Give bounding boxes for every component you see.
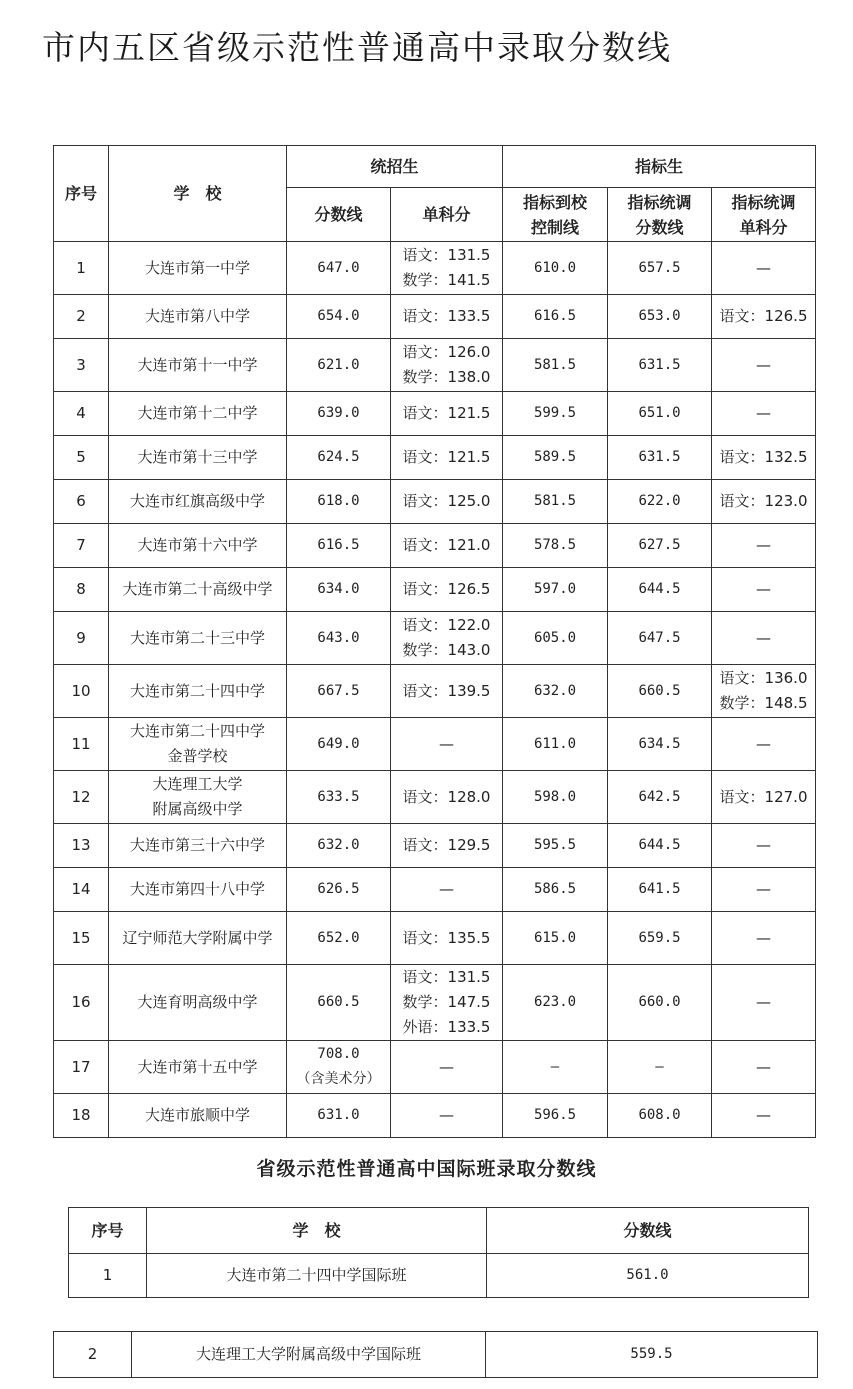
row-single-subject: 语文：126.0 数学：138.0: [391, 339, 503, 392]
main-score-table: [53, 145, 816, 1138]
row-score: 621.0: [287, 339, 391, 392]
row-quota-score: 657.5: [608, 242, 712, 295]
row-quota-score: 659.5: [608, 912, 712, 965]
row-score: 633.5: [287, 771, 391, 824]
row-quota-score: 608.0: [608, 1094, 712, 1138]
row-quota-score: 660.0: [608, 965, 712, 1041]
row-index: 10: [54, 665, 109, 718]
row-quota-single: —: [712, 1041, 816, 1094]
row-school: 大连市第二十三中学: [109, 612, 287, 665]
row-index: 17: [54, 1041, 109, 1094]
intl-header-school: 学 校: [147, 1208, 487, 1254]
row-single-subject: 语文：121.0: [391, 524, 503, 568]
row-quota-score: 641.5: [608, 868, 712, 912]
intl-header-score: 分数线: [487, 1208, 809, 1254]
row-quota-control: 616.5: [503, 295, 608, 339]
row-index: 6: [54, 480, 109, 524]
intl-row-score: 561.0: [487, 1254, 809, 1298]
row-quota-single: —: [712, 912, 816, 965]
table-row: [54, 392, 816, 436]
row-index: 8: [54, 568, 109, 612]
row-single-subject: 语文：131.5 数学：147.5 外语：133.5: [391, 965, 503, 1041]
row-quota-control: 581.5: [503, 480, 608, 524]
row-index: 4: [54, 392, 109, 436]
row-score: 654.0: [287, 295, 391, 339]
row-quota-control: 586.5: [503, 868, 608, 912]
row-score: 708.0 （含美术分）: [287, 1041, 391, 1094]
row-index: 18: [54, 1094, 109, 1138]
row-quota-score: 622.0: [608, 480, 712, 524]
row-quota-control: 611.0: [503, 718, 608, 771]
row-quota-score: 647.5: [608, 612, 712, 665]
row-index: 13: [54, 824, 109, 868]
table-row: [54, 568, 816, 612]
row-score: 626.5: [287, 868, 391, 912]
row-index: 9: [54, 612, 109, 665]
row-quota-control: 578.5: [503, 524, 608, 568]
table-row: [54, 868, 816, 912]
header-quota-single: 指标统调 单科分: [712, 188, 816, 242]
row-quota-single: 语文：123.0: [712, 480, 816, 524]
row-score: 639.0: [287, 392, 391, 436]
table-row: [54, 665, 816, 718]
row-quota-single: —: [712, 1094, 816, 1138]
row-index: 16: [54, 965, 109, 1041]
row-single-subject: 语文：121.5: [391, 436, 503, 480]
intl-score-table-continued: [53, 1331, 818, 1378]
row-quota-control: 623.0: [503, 965, 608, 1041]
intl-score-table: [68, 1207, 809, 1298]
row-index: 15: [54, 912, 109, 965]
row-school: 大连市第二十高级中学: [109, 568, 287, 612]
row-single-subject: 语文：131.5 数学：141.5: [391, 242, 503, 295]
table-row: [54, 524, 816, 568]
row-school: 大连市第十一中学: [109, 339, 287, 392]
table-row: [54, 1041, 816, 1094]
row-index: 1: [54, 242, 109, 295]
table-row: [54, 295, 816, 339]
row-quota-single: —: [712, 868, 816, 912]
row-single-subject: —: [391, 868, 503, 912]
row-quota-control: 581.5: [503, 339, 608, 392]
table-row: [54, 771, 816, 824]
header-score-line: 分数线: [287, 188, 391, 242]
table-row: [54, 339, 816, 392]
row-quota-control: 615.0: [503, 912, 608, 965]
table-row: [54, 1332, 818, 1378]
row-school: 大连市第二十四中学 金普学校: [109, 718, 287, 771]
intl-row-index: 1: [69, 1254, 147, 1298]
row-single-subject: 语文：139.5: [391, 665, 503, 718]
row-quota-control: 589.5: [503, 436, 608, 480]
row-school: 大连市第二十四中学: [109, 665, 287, 718]
row-score: 634.0: [287, 568, 391, 612]
row-quota-single: 语文：136.0 数学：148.5: [712, 665, 816, 718]
row-school: 大连市第三十六中学: [109, 824, 287, 868]
row-quota-control: 595.5: [503, 824, 608, 868]
row-index: 14: [54, 868, 109, 912]
row-quota-score: 627.5: [608, 524, 712, 568]
row-quota-control: 605.0: [503, 612, 608, 665]
header-quota-score: 指标统调 分数线: [608, 188, 712, 242]
header-index: 序号: [54, 146, 109, 242]
row-score: 649.0: [287, 718, 391, 771]
row-quota-score: 644.5: [608, 824, 712, 868]
table-row: [54, 480, 816, 524]
row-quota-score: 642.5: [608, 771, 712, 824]
header-single-subject: 单科分: [391, 188, 503, 242]
intl-row-school: 大连市第二十四中学国际班: [147, 1254, 487, 1298]
row-index: 2: [54, 295, 109, 339]
row-school: 大连市第八中学: [109, 295, 287, 339]
row-school: 大连市第十六中学: [109, 524, 287, 568]
row-school: 大连市第十二中学: [109, 392, 287, 436]
row-quota-control: 596.5: [503, 1094, 608, 1138]
table-row: [54, 612, 816, 665]
row-single-subject: 语文：126.5: [391, 568, 503, 612]
row-school: 大连理工大学 附属高级中学: [109, 771, 287, 824]
row-school: 大连市旅顺中学: [109, 1094, 287, 1138]
row-single-subject: 语文：122.0 数学：143.0: [391, 612, 503, 665]
row-quota-control: 610.0: [503, 242, 608, 295]
row-score: 660.5: [287, 965, 391, 1041]
row-single-subject: 语文：129.5: [391, 824, 503, 868]
row-single-subject: —: [391, 1094, 503, 1138]
row-score: 647.0: [287, 242, 391, 295]
row-quota-score: 660.5: [608, 665, 712, 718]
row-school: 辽宁师范大学附属中学: [109, 912, 287, 965]
row-quota-control: 632.0: [503, 665, 608, 718]
row-score: 631.0: [287, 1094, 391, 1138]
table-row: [54, 242, 816, 295]
row-index: 3: [54, 339, 109, 392]
row-score: 618.0: [287, 480, 391, 524]
row-score: 652.0: [287, 912, 391, 965]
row-quota-score: 651.0: [608, 392, 712, 436]
row-school: 大连市第四十八中学: [109, 868, 287, 912]
header-unified: 统招生: [287, 146, 503, 188]
row-quota-control: 597.0: [503, 568, 608, 612]
row-quota-score: —: [608, 1041, 712, 1094]
table-row: [54, 436, 816, 480]
row-single-subject: 语文：125.0: [391, 480, 503, 524]
row-score: 624.5: [287, 436, 391, 480]
row-quota-single: —: [712, 339, 816, 392]
table-row: [54, 824, 816, 868]
intl-row-index: 2: [54, 1332, 132, 1378]
row-school: 大连市第十五中学: [109, 1041, 287, 1094]
row-school: 大连市第十三中学: [109, 436, 287, 480]
row-quota-score: 631.5: [608, 339, 712, 392]
row-quota-single: —: [712, 824, 816, 868]
row-single-subject: —: [391, 1041, 503, 1094]
row-quota-single: —: [712, 524, 816, 568]
row-quota-score: 634.5: [608, 718, 712, 771]
row-quota-control: 598.0: [503, 771, 608, 824]
row-quota-single: —: [712, 612, 816, 665]
header-school: 学 校: [109, 146, 287, 242]
row-single-subject: —: [391, 718, 503, 771]
row-index: 12: [54, 771, 109, 824]
row-index: 5: [54, 436, 109, 480]
row-single-subject: 语文：128.0: [391, 771, 503, 824]
row-quota-single: —: [712, 392, 816, 436]
row-index: 7: [54, 524, 109, 568]
row-quota-single: 语文：127.0: [712, 771, 816, 824]
row-score: 632.0: [287, 824, 391, 868]
row-quota-score: 631.5: [608, 436, 712, 480]
header-quota-control: 指标到校 控制线: [503, 188, 608, 242]
row-quota-score: 644.5: [608, 568, 712, 612]
table-row: [54, 912, 816, 965]
intl-header-index: 序号: [69, 1208, 147, 1254]
table-row: [69, 1254, 809, 1298]
row-school: 大连育明高级中学: [109, 965, 287, 1041]
row-school: 大连市第一中学: [109, 242, 287, 295]
header-quota: 指标生: [503, 146, 816, 188]
row-quota-single: —: [712, 718, 816, 771]
row-school: 大连市红旗高级中学: [109, 480, 287, 524]
intl-title: 省级示范性普通高中国际班录取分数线: [256, 1158, 597, 1180]
table-row: [54, 718, 816, 771]
row-single-subject: 语文：133.5: [391, 295, 503, 339]
row-quota-score: 653.0: [608, 295, 712, 339]
intl-row-school: 大连理工大学附属高级中学国际班: [132, 1332, 486, 1378]
table-row: [54, 965, 816, 1041]
row-quota-control: —: [503, 1041, 608, 1094]
row-score: 643.0: [287, 612, 391, 665]
row-quota-control: 599.5: [503, 392, 608, 436]
table-row: [54, 1094, 816, 1138]
row-index: 11: [54, 718, 109, 771]
row-quota-single: —: [712, 242, 816, 295]
intl-row-score: 559.5: [486, 1332, 818, 1378]
row-quota-single: —: [712, 568, 816, 612]
row-single-subject: 语文：121.5: [391, 392, 503, 436]
row-quota-single: 语文：126.5: [712, 295, 816, 339]
row-score: 667.5: [287, 665, 391, 718]
row-quota-single: 语文：132.5: [712, 436, 816, 480]
page-title: 市内五区省级示范性普通高中录取分数线: [42, 28, 672, 67]
row-score: 616.5: [287, 524, 391, 568]
row-single-subject: 语文：135.5: [391, 912, 503, 965]
row-quota-single: —: [712, 965, 816, 1041]
